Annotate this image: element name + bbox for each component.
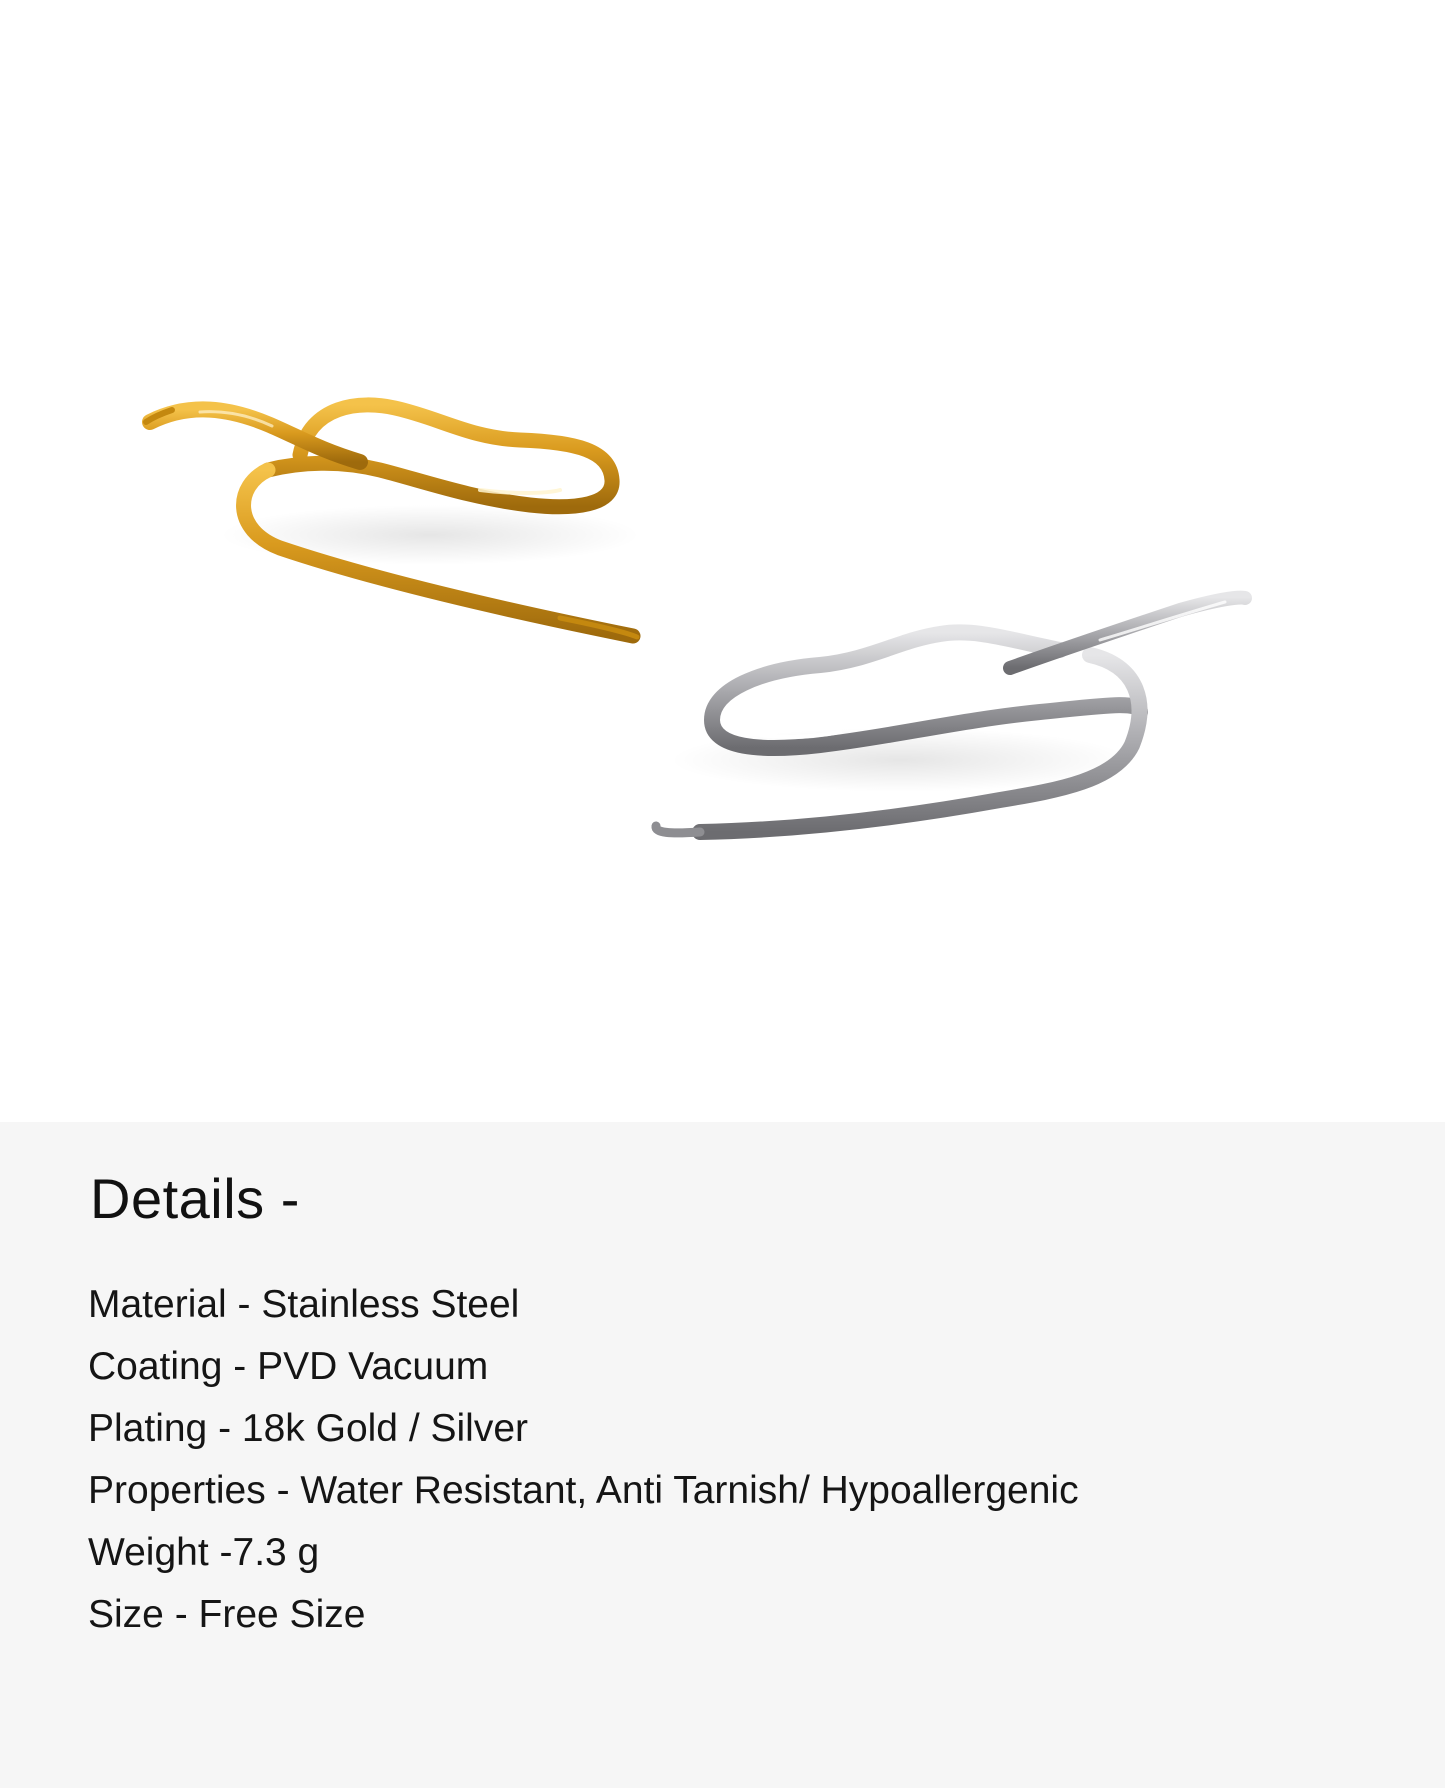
spec-size: Size - Free Size (88, 1593, 366, 1636)
silver-bracelet (656, 598, 1245, 833)
spec-coating: Coating - PVD Vacuum (88, 1345, 489, 1388)
gold-bracelet (146, 405, 640, 637)
details-title: Details - (90, 1167, 300, 1230)
spec-weight: Weight -7.3 g (88, 1531, 320, 1574)
details-panel (0, 1122, 1445, 1788)
spec-material: Material - Stainless Steel (88, 1283, 520, 1326)
spec-plating: Plating - 18k Gold / Silver (88, 1407, 529, 1450)
spec-list (88, 1274, 1079, 1646)
spec-properties: Properties - Water Resistant, Anti Tarnish/ Hypoallergenic (88, 1469, 1079, 1512)
